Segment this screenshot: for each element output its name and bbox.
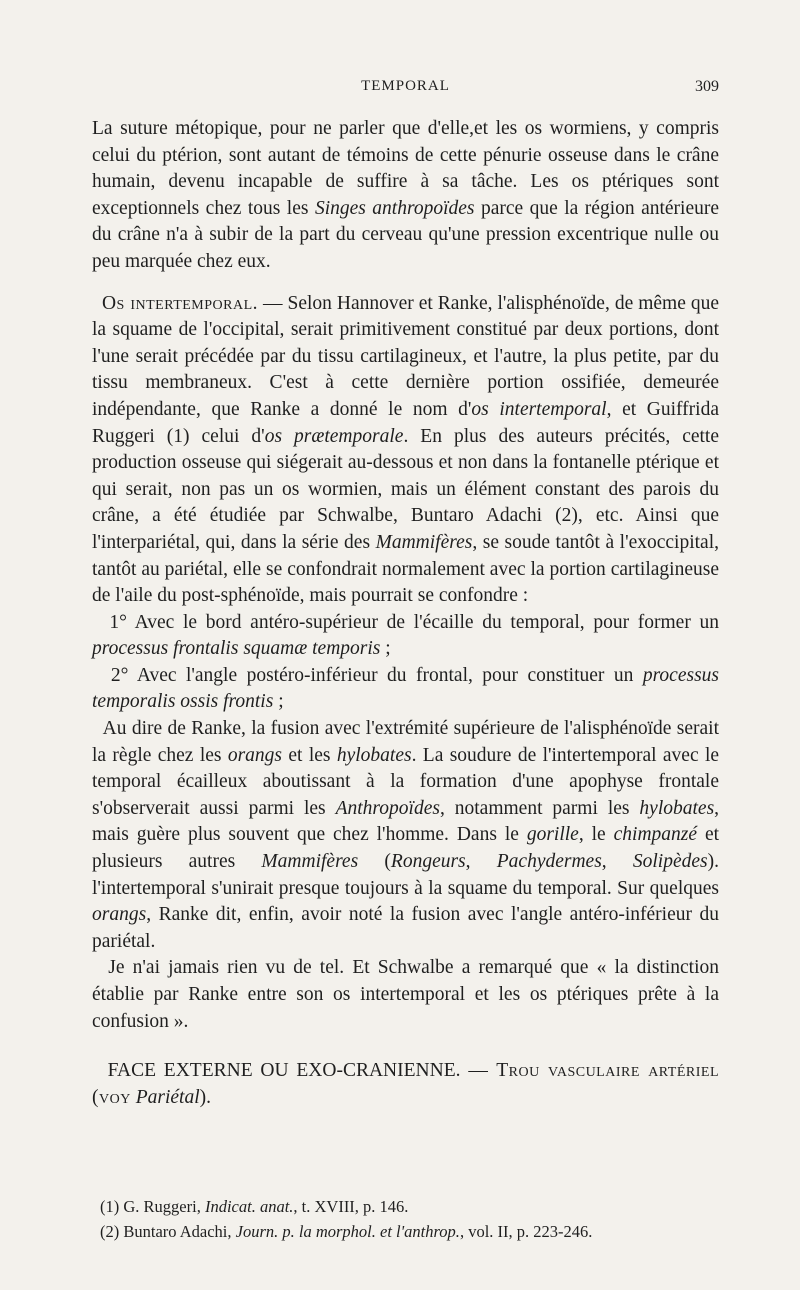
running-head: TEMPORAL (361, 78, 450, 94)
italic-term: Indicat. anat. (204, 1197, 294, 1216)
italic-term: hylobates (639, 797, 715, 819)
text-run: ; (385, 638, 391, 660)
text-run: , le (578, 824, 606, 846)
text-run: , vol. II, p. 223-246. (459, 1221, 593, 1241)
text-run: La suture métopique, pour ne parler que d'elle,et les os wormiens, y compris celui du ptérion, sont autant de témoins de cette pénurie osseuse dans le crâne humain, devenu incapable de suffire à sa tâche. Les os ptériques sont exceptionnels chez tous les (92, 118, 719, 219)
text-run: , (601, 851, 607, 873)
body-text (92, 116, 719, 1111)
list-item-1 (92, 610, 719, 663)
italic-term: chimpanzé (613, 824, 698, 846)
italic-term: orangs (92, 904, 147, 926)
paragraph-ranke (92, 716, 719, 955)
text-run: . La soudure de l'intertemporal avec le temporal écailleux aboutissant à la formation d'une apophyse frontale s'observerait aussi parmi les (92, 744, 720, 819)
text-run: ). l'intertemporal s'unirait presque toujours à la squame du temporal. Sur quelques (92, 851, 719, 899)
text-run: Je n'ai jamais rien vu de tel. Et Schwalbe a remarqué que « la distinction établie par Ranke entre son os intertemporal et les os ptériques prête à la confusion ». (92, 957, 720, 1032)
italic-term: gorille (526, 824, 579, 846)
text-run: Au dire de Ranke, la fusion avec l'extrémité supérieure de l'alisphénoïde serait la règle chez les (92, 718, 719, 766)
paragraph-os-intertemporal (92, 291, 719, 610)
italic-term: Pariétal (135, 1086, 200, 1108)
italic-term: Mammifères (375, 531, 473, 553)
text-run: , mais guère plus souvent que chez l'homme. Dans le (92, 797, 720, 846)
italic-term: processus temporalis ossis frontis (92, 664, 720, 713)
footnotes (100, 1195, 720, 1244)
text-run: et les (288, 744, 331, 766)
text-run: ; (278, 691, 284, 713)
text-run: (2) Buntaro Adachi, (100, 1221, 232, 1241)
italic-term: Singes anthropoïdes (314, 197, 475, 219)
italic-term: Anthropoïdes (335, 797, 440, 819)
italic-term: Journ. p. la morphol. et l'anthrop. (235, 1221, 460, 1241)
section-lead: Os intertemporal. (101, 292, 259, 314)
text-run: — Trou vasculaire artériel (voy (92, 1060, 720, 1108)
text-run: (1) G. Ruggeri, (100, 1197, 201, 1216)
italic-term: orangs (227, 744, 283, 766)
text-run: et plusieurs autres (92, 824, 720, 873)
text-run: — Selon Hannover et Ranke, l'alisphénoïde, de même que la squame de l'occipital, serait primitivement constitué par deux portions, dont l'une serait précédée par du tissu cartilagineux, et l'autre, la plus petite, par du tissu membraneux. C'est à cette dernière portion ossifiée, demeurée indépendante, que Ranke a donné le nom d' (92, 292, 719, 420)
italic-term: Mammifères (261, 851, 359, 873)
italic-term: Solipèdes (632, 851, 708, 873)
text-run: ). (199, 1086, 211, 1108)
section-heading: FACE EXTERNE OU EXO-CRANIENNE. (107, 1060, 461, 1082)
text-run: , t. XVIII, p. 146. (293, 1197, 409, 1216)
italic-term: Rongeurs (390, 851, 466, 873)
italic-term: hylobates (336, 744, 412, 766)
page-number: 309 (695, 78, 719, 95)
italic-term: processus frontalis squamæ temporis (92, 638, 381, 660)
text-run: ( (384, 851, 391, 873)
footnote-1 (100, 1195, 720, 1220)
text-run: 2° Avec l'angle postéro-inférieur du frontal, pour constituer un (110, 664, 634, 686)
list-item-2 (92, 663, 719, 716)
italic-term: Pachydermes (496, 851, 602, 873)
paragraph-face-externe (92, 1058, 719, 1111)
text-run: , notamment parmi les (439, 797, 630, 819)
paragraph-schwalbe (92, 955, 719, 1035)
text-run: . En plus des auteurs précités, cette production osseuse qui siégerait au-dessous et non dans la fontanelle ptérique et qui serait, non pas un os wormien, mais un élément constant des parois du crâne, a été étudiée par Schwalbe, Buntaro Adachi (2), etc. Ainsi que l'interpariétal, qui, dans la série des (92, 425, 720, 553)
italic-term: os prætemporale (264, 425, 404, 447)
text-run: , (465, 851, 471, 873)
text-run: parce que la région antérieure du crâne n'a à subir de la part du cerveau qu'une pression excentrique nulle ou peu marquée chez eux. (92, 197, 720, 272)
footnote-2 (100, 1220, 720, 1245)
paragraph-1 (92, 116, 719, 276)
text-run: , et Guiffrida Ruggeri (1) celui d' (92, 398, 719, 447)
text-run: 1° Avec le bord antéro-supérieur de l'écaille du temporal, pour former un (109, 611, 720, 633)
italic-term: os intertemporal (471, 398, 607, 420)
text-run: , se soude tantôt à l'exoccipital, tantôt au pariétal, elle se confondrait normalement avec la portion cartilagineuse de l'aile du post-sphénoïde, mais pourrait se confondre : (92, 531, 719, 607)
page-header (92, 78, 719, 100)
text-run: , Ranke dit, enfin, avoir noté la fusion avec l'angle antéro-inférieur du pariétal. (92, 904, 719, 952)
